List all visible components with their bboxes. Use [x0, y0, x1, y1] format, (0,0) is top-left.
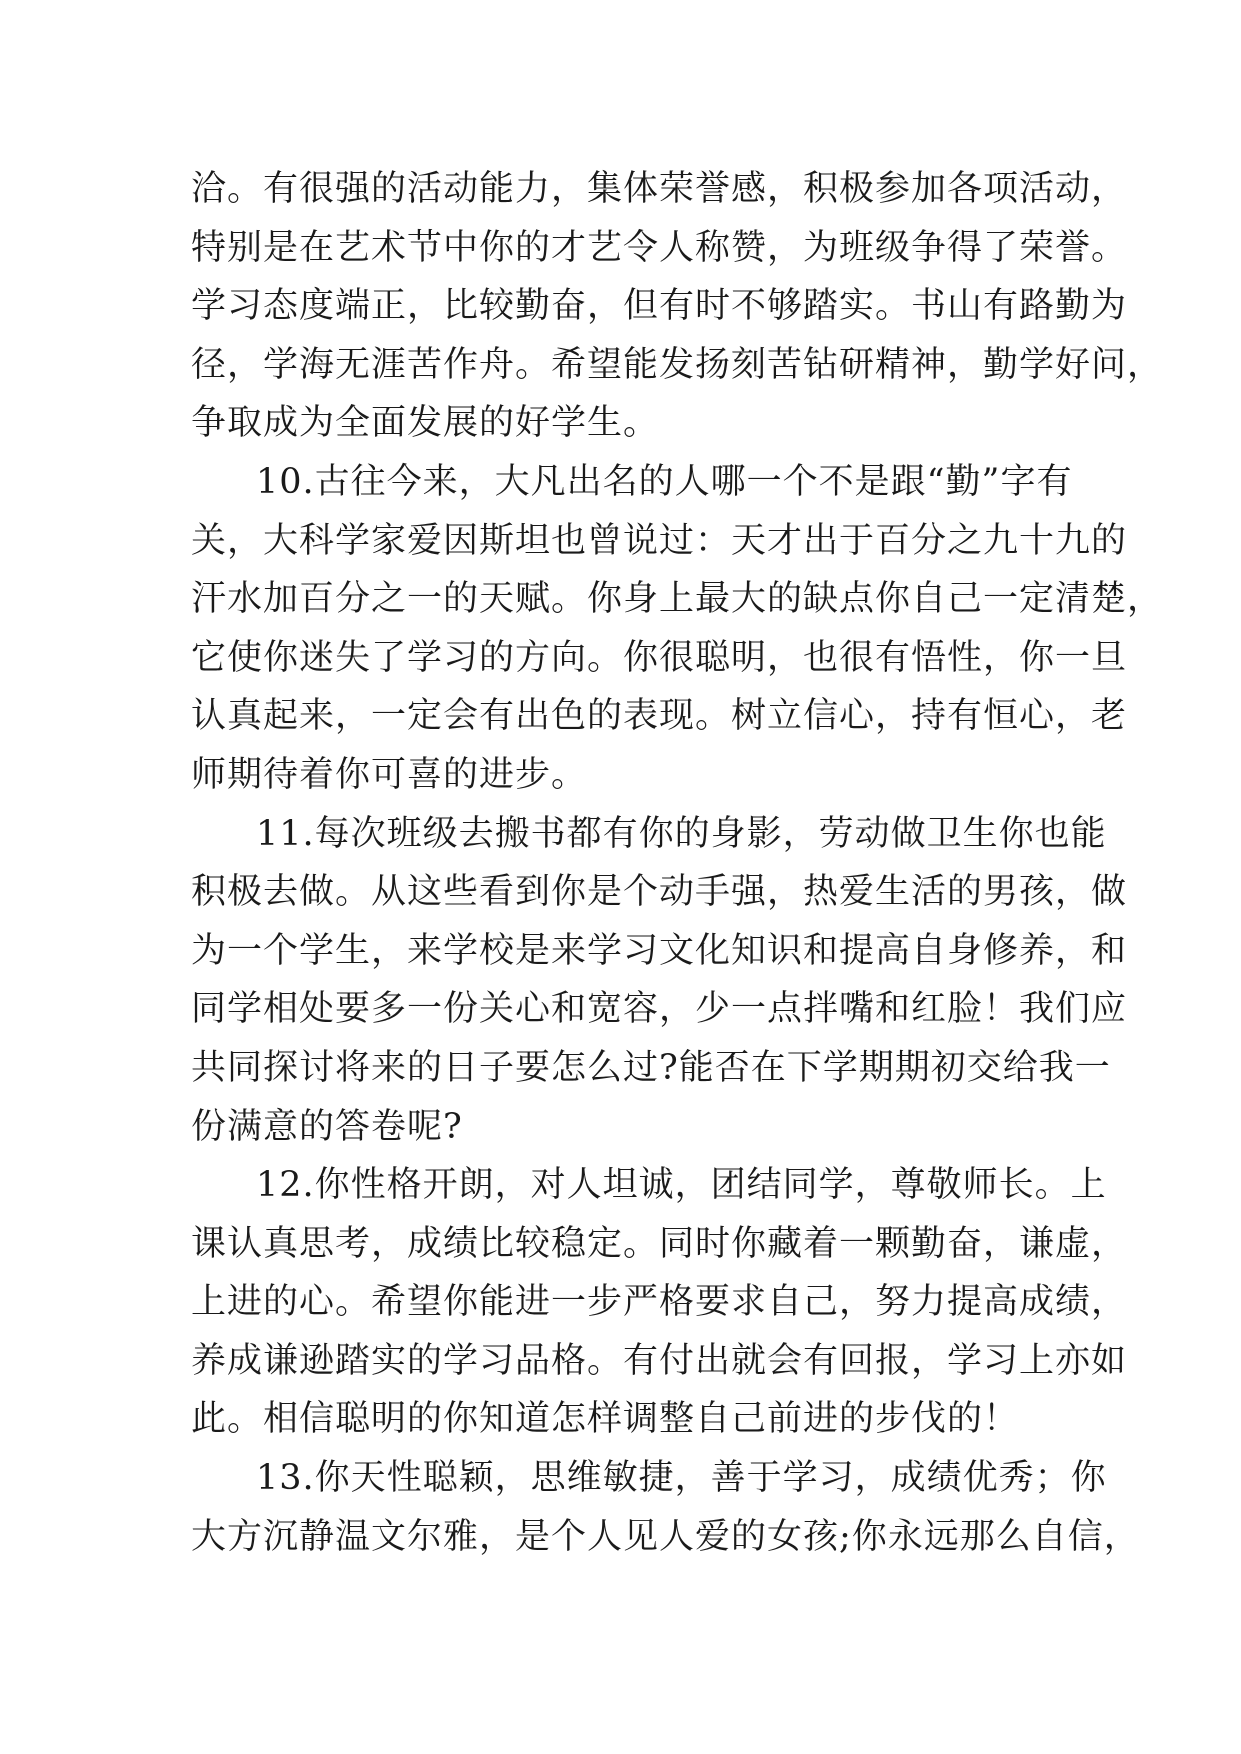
text-line: 养成谦逊踏实的学习品格。有付出就会有回报，学习上亦如	[191, 1340, 1128, 1381]
text-line: 共同探讨将来的日子要怎么过?能否在下学期期初交给我一	[191, 1047, 1111, 1088]
text-line: 关，大科学家爱因斯坦也曾说过：天才出于百分之九十九的	[191, 520, 1128, 561]
text-line: 特别是在艺术节中你的才艺令人称赞，为班级争得了荣誉。	[191, 227, 1128, 268]
text-line: 份满意的答卷呢?	[191, 1106, 463, 1147]
text-line: 11.每次班级去搬书都有你的身影，劳动做卫生你也能	[256, 813, 1107, 854]
text-line: 上进的心。希望你能进一步严格要求自己，努力提高成绩，	[191, 1282, 1128, 1323]
text-line: 争取成为全面发展的好学生。	[191, 403, 660, 444]
text-line: 10.古往今来，大凡出名的人哪一个不是跟“勤”字有	[256, 461, 1073, 502]
text-line: 12.你性格开朗，对人坦诚，团结同学，尊敬师长。上	[256, 1165, 1107, 1206]
body-text	[191, 160, 1164, 1566]
text-line: 径，学海无涯苦作舟。希望能发扬刻苦钻研精神，勤学好问，	[191, 344, 1164, 385]
text-line: 13.你天性聪颖，思维敏捷，善于学习，成绩优秀；你	[256, 1458, 1107, 1499]
text-line: 它使你迷失了学习的方向。你很聪明，也很有悟性，你一旦	[191, 637, 1128, 678]
text-line: 师期待着你可喜的进步。	[191, 754, 588, 795]
text-line: 课认真思考，成绩比较稳定。同时你藏着一颗勤奋，谦虚，	[191, 1223, 1128, 1264]
text-line: 大方沉静温文尔雅，是个人见人爱的女孩;你永远那么自信，	[191, 1516, 1140, 1557]
text-line: 汗水加百分之一的天赋。你身上最大的缺点你自己一定清楚，	[191, 579, 1164, 620]
text-line: 同学相处要多一份关心和宽容，少一点拌嘴和红脸！我们应	[191, 989, 1128, 1030]
text-line: 洽。有很强的活动能力，集体荣誉感，积极参加各项活动，	[191, 169, 1128, 209]
text-line: 积极去做。从这些看到你是个动手强，热爱生活的男孩，做	[191, 872, 1128, 913]
text-line: 学习态度端正，比较勤奋，但有时不够踏实。书山有路勤为	[191, 286, 1128, 327]
text-line: 认真起来，一定会有出色的表现。树立信心，持有恒心，老	[191, 696, 1128, 737]
text-line: 此。相信聪明的你知道怎样调整自己前进的步伐的！	[191, 1399, 1020, 1440]
text-line: 为一个学生，来学校是来学习文化知识和提高自身修养，和	[191, 930, 1128, 971]
